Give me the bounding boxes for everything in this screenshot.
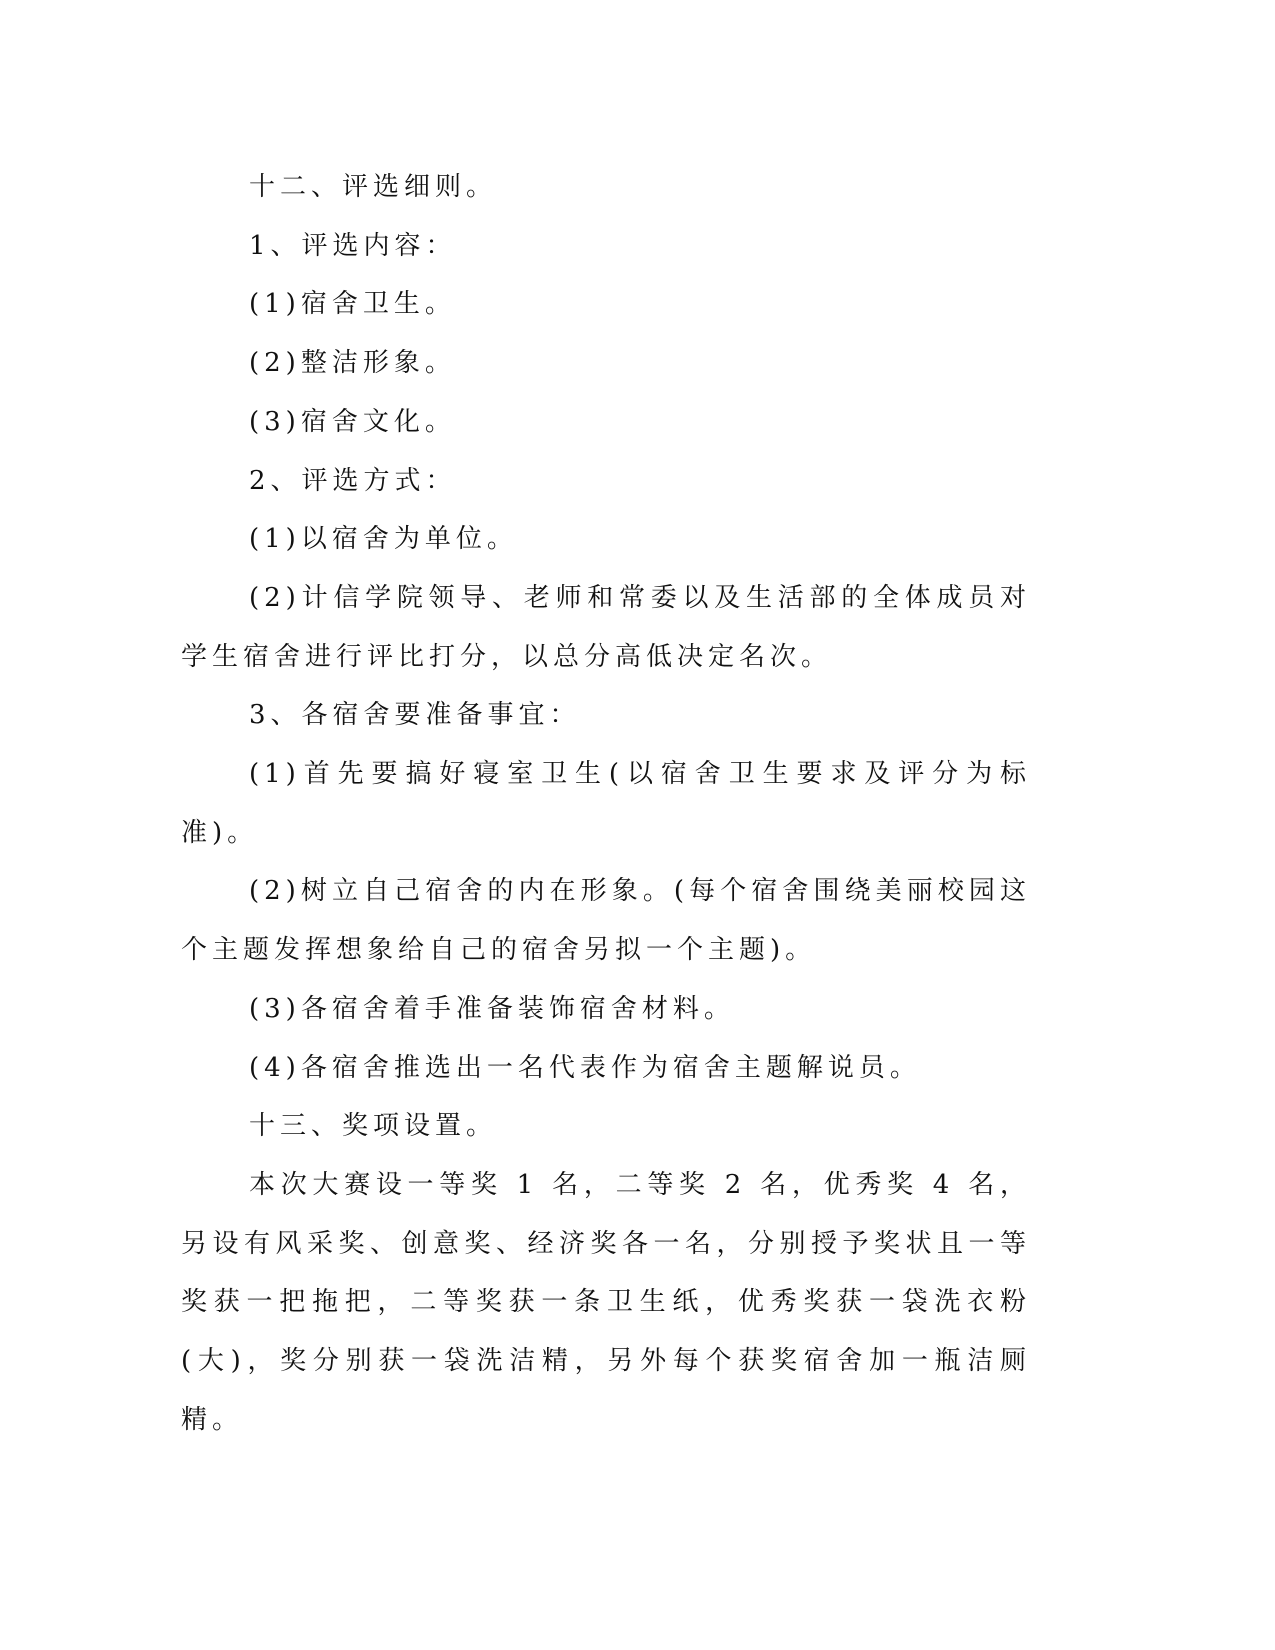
subsection-heading-1: 1、评选内容： <box>249 230 457 261</box>
list-item: (2)整洁形象。 <box>249 348 456 379</box>
list-item: (3)各宿舍着手准备装饰宿舍材料。 <box>249 993 735 1024</box>
subsection-heading-2: 2、评选方式： <box>249 465 457 496</box>
list-item: (2)计信学院领导、老师和常委以及生活部的全体成员对学生宿舍进行评比打分，以总分高低决定名次。 <box>181 582 1031 672</box>
list-item: (2)树立自己宿舍的内在形象。(每个宿舍围绕美丽校园这个主题发挥想象给自己的宿舍另拟一个主题)。 <box>181 876 1031 966</box>
list-item: (1)以宿舍为单位。 <box>249 524 518 555</box>
body-paragraph: 本次大赛设一等奖 1 名，二等奖 2 名，优秀奖 4 名，另设有风采奖、创意奖、经济奖各一名，分别授予奖状且一等奖获一把拖把，二等奖获一条卫生纸，优秀奖获一袋洗衣粉(大)，奖分别获一袋洗洁精，另外每个获奖宿舍加一瓶洁厕精。 <box>181 1169 1031 1435</box>
list-item: (1)首先要搞好寝室卫生(以宿舍卫生要求及评分为标准)。 <box>181 759 1031 848</box>
list-item: (4)各宿舍推选出一名代表作为宿舍主题解说员。 <box>249 1052 921 1083</box>
section-heading-13: 十三、奖项设置。 <box>249 1111 498 1142</box>
list-item: (3)宿舍文化。 <box>249 406 456 437</box>
section-heading-12: 十二、评选细则。 <box>249 172 498 202</box>
list-item: (1)宿舍卫生。 <box>249 289 456 320</box>
document-body <box>181 158 1031 1449</box>
subsection-heading-3: 3、各宿舍要准备事宜： <box>249 700 581 731</box>
